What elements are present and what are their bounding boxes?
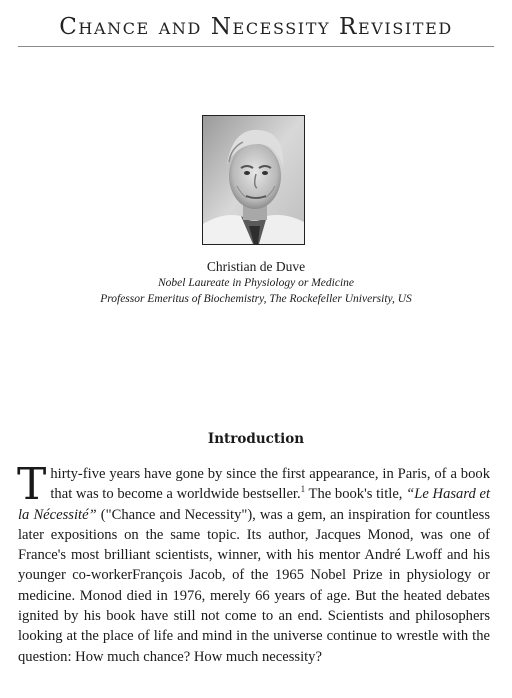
book-title: “Le Hasard et la Nécessité” [18,486,490,523]
intro-paragraph [17,459,490,667]
author-affiliation-1: Nobel Laureate in Physiology or Medicine [158,277,354,289]
paragraph-text-2: The book's title, [305,486,407,503]
author-affiliation-2: Professor Emeritus of Biochemistry, The Rockefeller University, US [100,293,412,305]
author-block [0,258,512,307]
paragraph-text-1: hirty-five years have gone by since the first appearance, in Paris, of a book that was to become a worldwide bestseller. [50,466,490,503]
page-title: Chance and Necessity Revisited [59,14,453,40]
section-heading: Introduction [207,431,305,447]
drop-cap: T [17,459,47,510]
author-photo [202,115,305,245]
paragraph-text-3: ("Chance and Necessity"), was a gem, an inspiration for countless later expositions on the same topic. Its author, Jacques Monod, was one of France's most brilliant scientists, winner, with his mentor André Lwoff and his younger co-workerFrançois Jacob, of the 1965 Nobel Prize in physiology or medicine. Monod died in 1976, merely 66 years of age. But the heated debates ignited by his book have still not come to an end. Scientists and philosophers looking at the place of life and mind in the universe continue to wrestle with the question: How much chance? How much necessity? [18,506,490,665]
title-rule [18,46,494,47]
footnote-marker[interactable]: 1 [300,484,306,495]
author-name: Christian de Duve [206,259,306,274]
